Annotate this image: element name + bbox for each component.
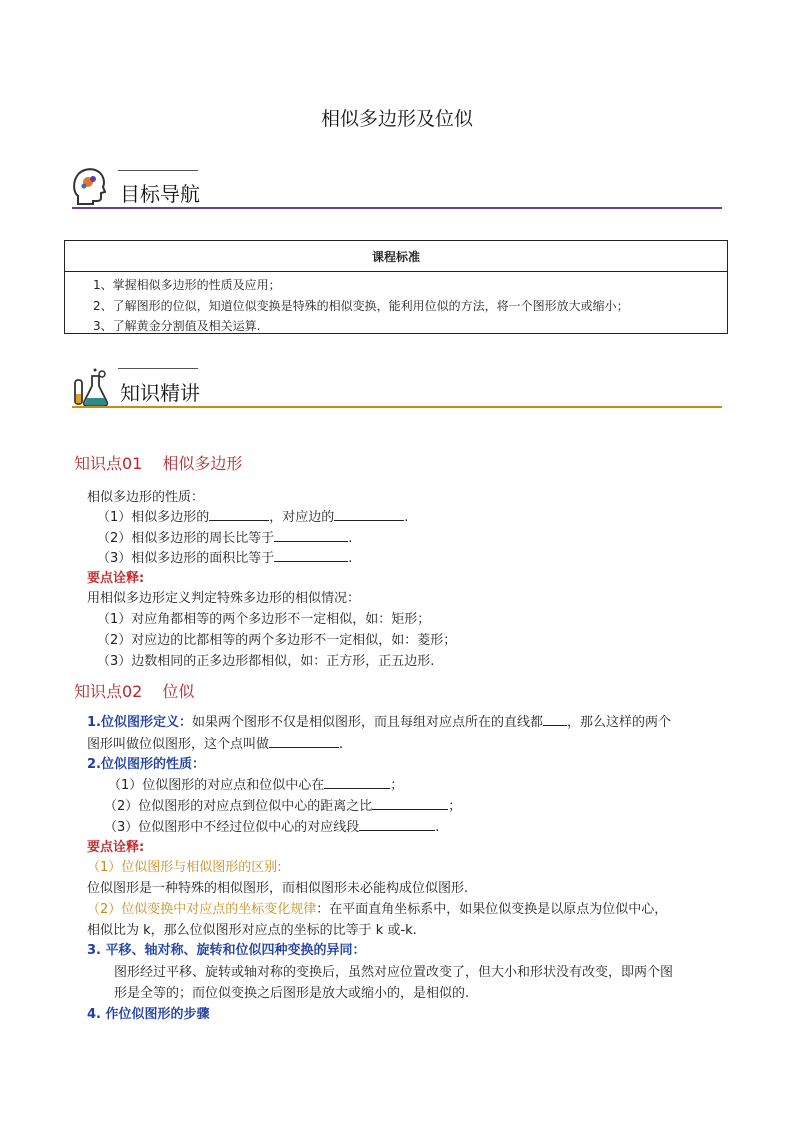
standard-item: 1、掌握相似多边形的性质及应用；	[93, 278, 281, 292]
text: ；	[390, 778, 404, 793]
text: （3）相似多边形的面积比等于	[97, 551, 275, 566]
answer-blank[interactable]	[269, 735, 339, 748]
fill-in-line	[104, 816, 439, 835]
sub-heading: （2）位似变换中对应点的坐标变化规律	[87, 902, 317, 917]
text: （1）位似图形的对应点和位似中心在	[108, 778, 325, 793]
text: .	[404, 510, 409, 525]
text: ，那么这样的两个	[567, 715, 672, 730]
text: 图形叫做位似图形，这个点叫做	[87, 737, 270, 752]
text: ；	[448, 799, 462, 814]
kp-name: 位似	[162, 682, 195, 701]
fill-in-line	[108, 774, 403, 793]
text: （2）位似图形的对应点到位似中心的距离之比	[104, 799, 373, 814]
list-item: （1）对应角都相等的两个多边形不一定相似，如：矩形；	[97, 612, 431, 627]
fill-in-line	[97, 547, 352, 566]
section-heading: 4. 作位似图形的步骤	[87, 1007, 210, 1022]
text: .	[348, 551, 353, 566]
answer-blank[interactable]	[543, 713, 567, 726]
prop-label: 2.位似图形的性质：	[87, 757, 205, 772]
section-title: 目标导航	[120, 182, 200, 206]
definition-line	[87, 711, 671, 730]
text: （1）相似多边形的	[97, 510, 210, 525]
text: 如果两个图形不仅是相似图形，而且每组对应点所在的直线都	[191, 715, 543, 730]
text: .	[435, 820, 440, 835]
answer-blank[interactable]	[274, 549, 348, 562]
lab-flask-icon	[72, 368, 110, 408]
standard-item: 3、了解黄金分割值及相关运算.	[93, 319, 261, 333]
kp-number: 知识点01	[74, 454, 143, 473]
kp-name: 相似多边形	[162, 454, 243, 473]
answer-blank[interactable]	[359, 818, 435, 831]
list-item: （3）边数相同的正多边形都相似，如：正方形，正五边形.	[97, 654, 435, 669]
section-rule	[72, 406, 722, 408]
table-header: 课程标准	[65, 241, 727, 272]
paragraph: 用相似多边形定义判定特殊多边形的相似情况：	[87, 591, 361, 606]
answer-blank[interactable]	[274, 529, 348, 542]
knowledge-point-heading	[74, 451, 242, 474]
text: （2）相似多边形的周长比等于	[97, 531, 275, 546]
fill-in-line	[97, 527, 352, 546]
section-topline	[118, 368, 198, 369]
text: ：在平面直角坐标系中，如果位似变换是以原点为位似中心，	[316, 902, 668, 917]
answer-blank[interactable]	[334, 508, 404, 521]
standard-item: 2、了解图形的位似，知道位似变换是特殊的相似变换，能利用位似的方法，将一个图形放大或缩小；	[93, 299, 629, 313]
text: ，对应边的	[269, 510, 335, 525]
course-standards-table	[64, 240, 728, 334]
text: （3）位似图形中不经过位似中心的对应线段	[104, 820, 360, 835]
answer-blank[interactable]	[209, 508, 269, 521]
paragraph: 相似多边形的性质：	[87, 490, 205, 505]
section-title: 知识精讲	[120, 381, 200, 405]
fill-in-line	[104, 795, 461, 814]
section-topline	[118, 170, 198, 171]
paragraph: 位似图形是一种特殊的相似图形，而相似图形未必能构成位似图形.	[87, 881, 469, 896]
kp-number: 知识点02	[74, 682, 143, 701]
sub-heading: （1）位似图形与相似图形的区别:	[87, 860, 282, 875]
answer-blank[interactable]	[372, 797, 448, 810]
text: .	[339, 737, 344, 752]
def-label: 1.位似图形定义：	[87, 715, 192, 730]
brain-head-icon	[72, 166, 106, 206]
paragraph: 形是全等的；而位似变换之后图形是放大或缩小的，是相似的.	[114, 986, 470, 1001]
definition-line	[87, 733, 343, 752]
knowledge-point-heading	[74, 679, 194, 702]
list-item: （2）对应边的比都相等的两个多边形不一定相似，如：菱形；	[97, 633, 457, 648]
fill-in-line	[97, 506, 408, 525]
text: .	[348, 531, 353, 546]
section-heading: 3. 平移、轴对称、旋转和位似四种变换的异同：	[87, 943, 366, 958]
answer-blank[interactable]	[324, 776, 390, 789]
paragraph	[87, 898, 667, 917]
page-title: 相似多边形及位似	[320, 108, 473, 130]
section-header-knowledge	[72, 364, 722, 408]
note-label: 要点诠释:	[87, 571, 145, 586]
section-header-goals	[72, 166, 722, 210]
section-rule	[72, 207, 722, 209]
paragraph: 相似比为 k，那么位似图形对应点的坐标的比等于 k 或-k.	[87, 923, 417, 938]
note-label: 要点诠释:	[87, 840, 145, 855]
paragraph: 图形经过平移、旋转或轴对称的变换后，虽然对应位置改变了，但大小和形状没有改变，即两个图	[114, 965, 674, 980]
